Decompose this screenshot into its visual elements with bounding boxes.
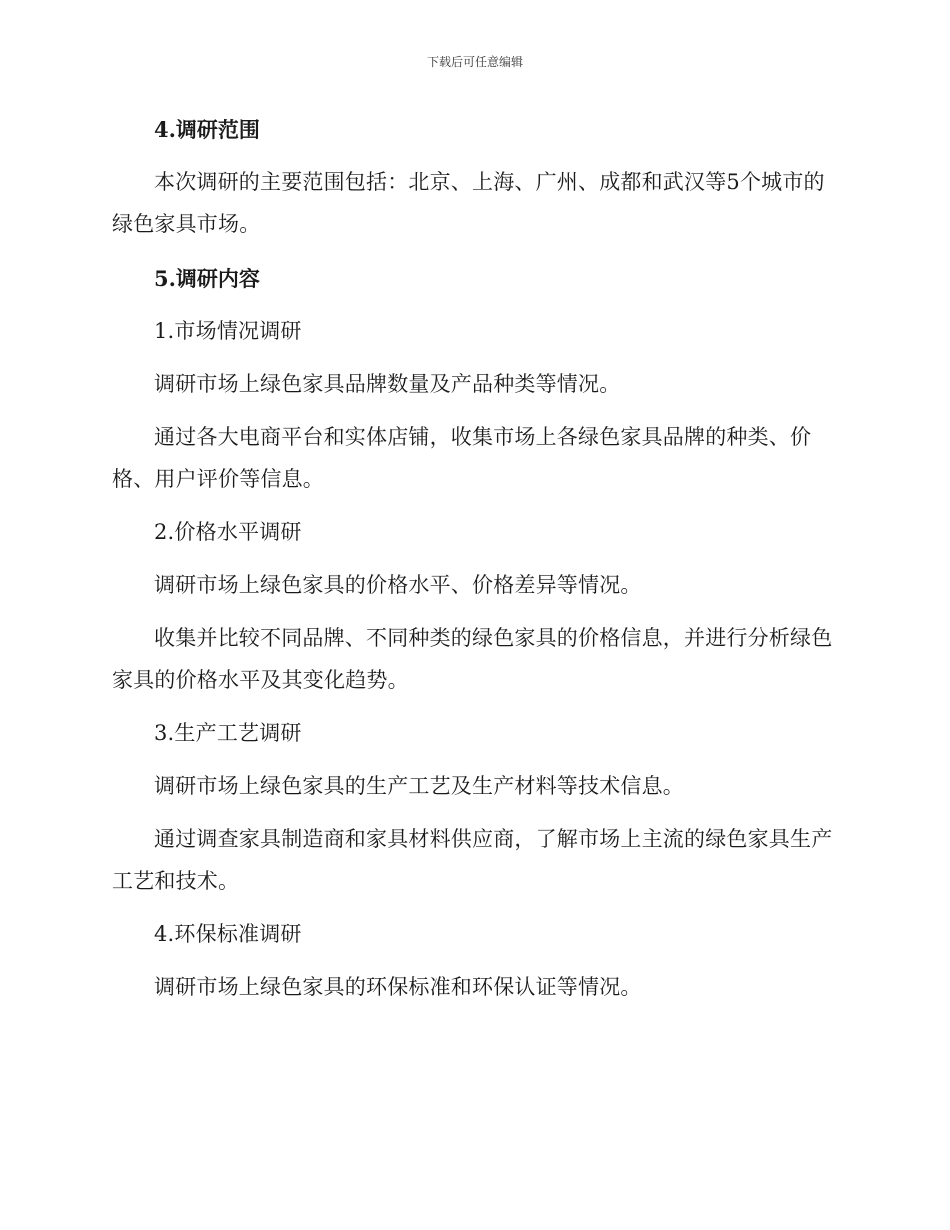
paragraph-process-1: 调研市场上绿色家具的生产工艺及生产材料等技术信息。 bbox=[154, 774, 684, 798]
paragraph-scope: 本次调研的主要范围包括：北京、上海、广州、成都和武汉等5个城市的绿色家具市场。 bbox=[112, 170, 825, 236]
subheading-process: 3.生产工艺调研 bbox=[154, 721, 302, 745]
subheading-price: 2.价格水平调研 bbox=[154, 520, 302, 544]
subheading-market: 1.市场情况调研 bbox=[154, 319, 302, 343]
paragraph-price-1: 调研市场上绿色家具的价格水平、价格差异等情况。 bbox=[154, 573, 642, 597]
paragraph-price-2: 收集并比较不同品牌、不同种类的绿色家具的价格信息，并进行分析绿色家具的价格水平及其变化趋势。 bbox=[112, 626, 833, 692]
paragraph-process-2: 通过调查家具制造商和家具材料供应商，了解市场上主流的绿色家具生产工艺和技术。 bbox=[112, 827, 833, 893]
paragraph-market-2: 通过各大电商平台和实体店铺，收集市场上各绿色家具品牌的种类、价格、用户评价等信息。 bbox=[112, 425, 812, 491]
section-heading-scope: 4.调研范围 bbox=[154, 117, 260, 142]
subheading-standards: 4.环保标准调研 bbox=[154, 922, 302, 946]
section-heading-content: 5.调研内容 bbox=[154, 266, 260, 291]
document-body bbox=[112, 110, 838, 1008]
page-header-note: 下载后可任意编辑 bbox=[426, 55, 523, 69]
paragraph-standards-1: 调研市场上绿色家具的环保标准和环保认证等情况。 bbox=[154, 975, 642, 999]
paragraph-market-1: 调研市场上绿色家具品牌数量及产品种类等情况。 bbox=[154, 372, 621, 396]
